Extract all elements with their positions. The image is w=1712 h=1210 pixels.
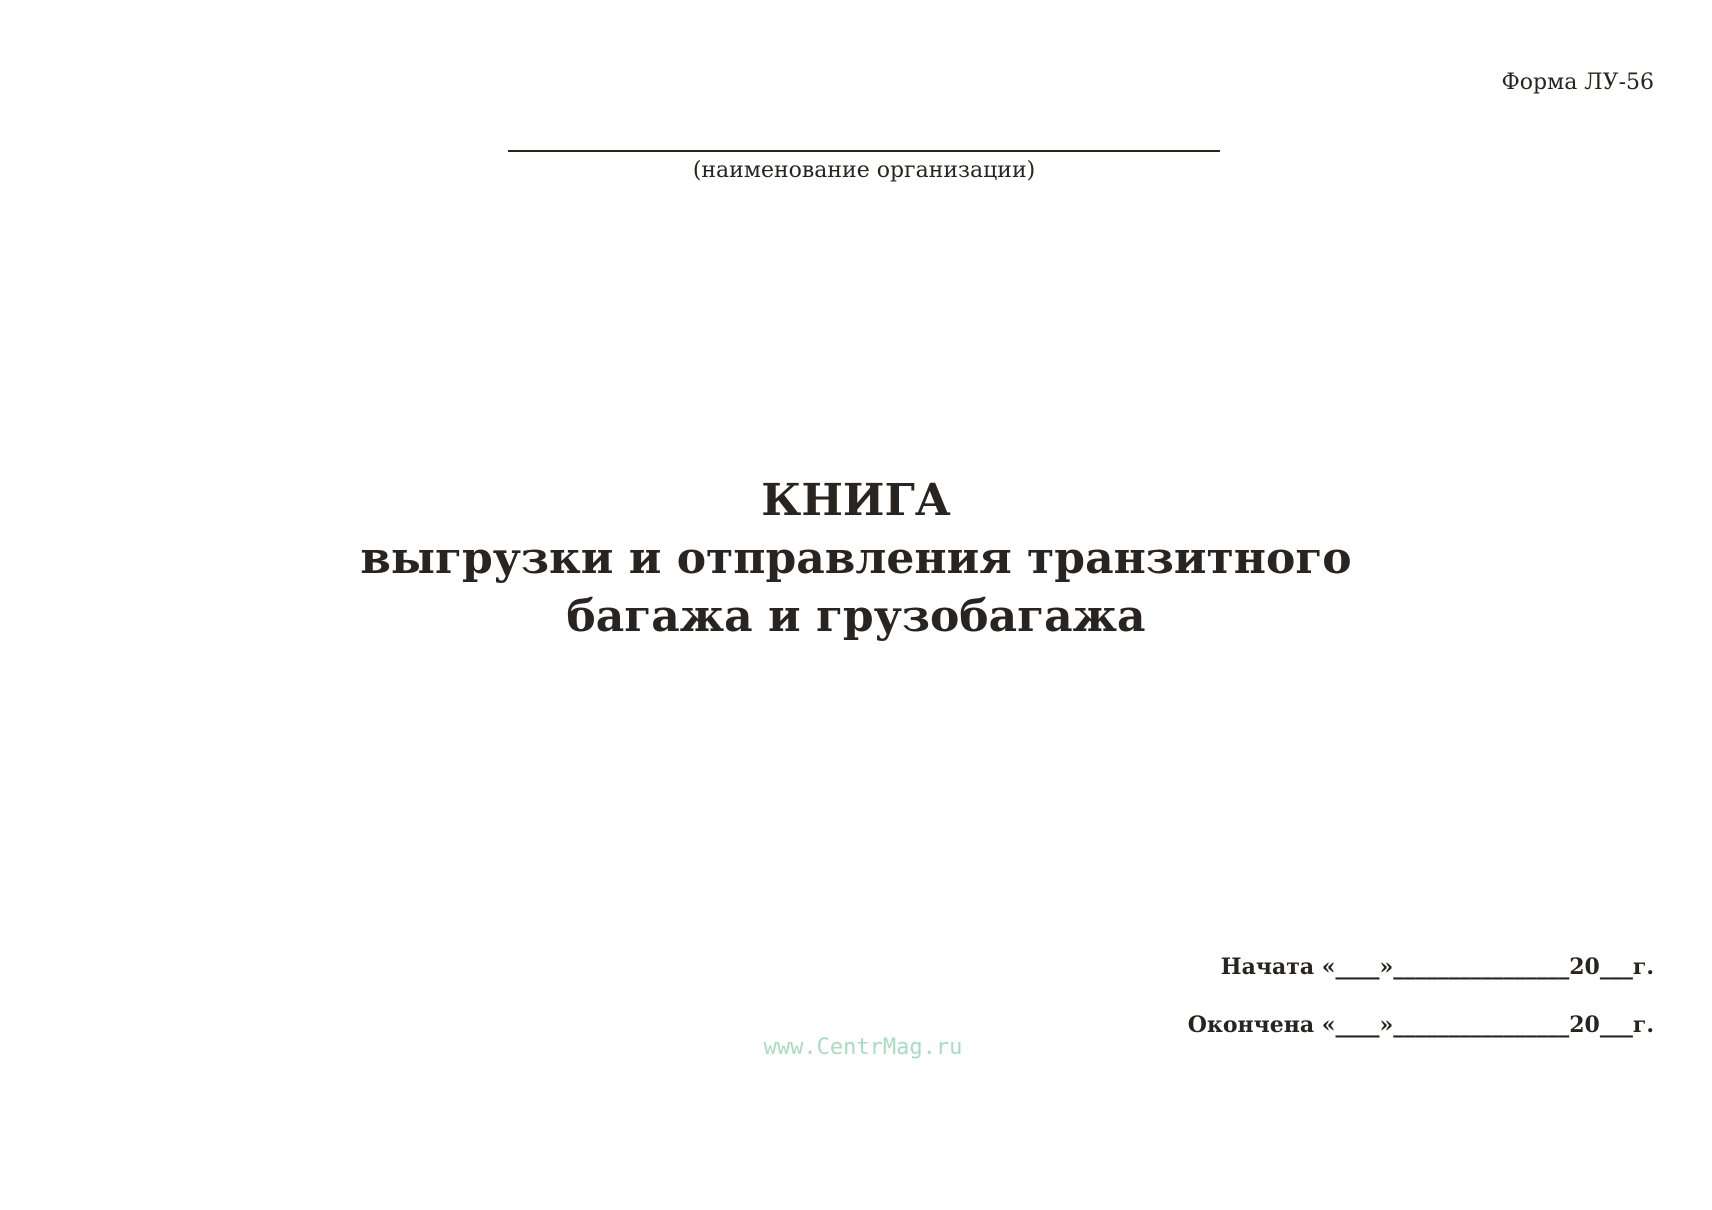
organization-block	[508, 150, 1220, 183]
form-number: Форма ЛУ-56	[1501, 70, 1654, 95]
title-main: КНИГА	[761, 475, 951, 526]
title-line-3: багажа и грузобагажа	[566, 591, 1146, 642]
title-line-2: выгрузки и отправления транзитного	[360, 533, 1352, 584]
organization-name-line	[508, 150, 1220, 152]
organization-caption: (наименование организации)	[692, 158, 1036, 183]
document-title	[0, 472, 1712, 646]
watermark: www.CentrMag.ru	[763, 1035, 963, 1060]
date-started: Начата «____»________________20___г.	[1220, 954, 1654, 980]
date-ended: Окончена «____»________________20___г.	[1187, 1012, 1654, 1038]
